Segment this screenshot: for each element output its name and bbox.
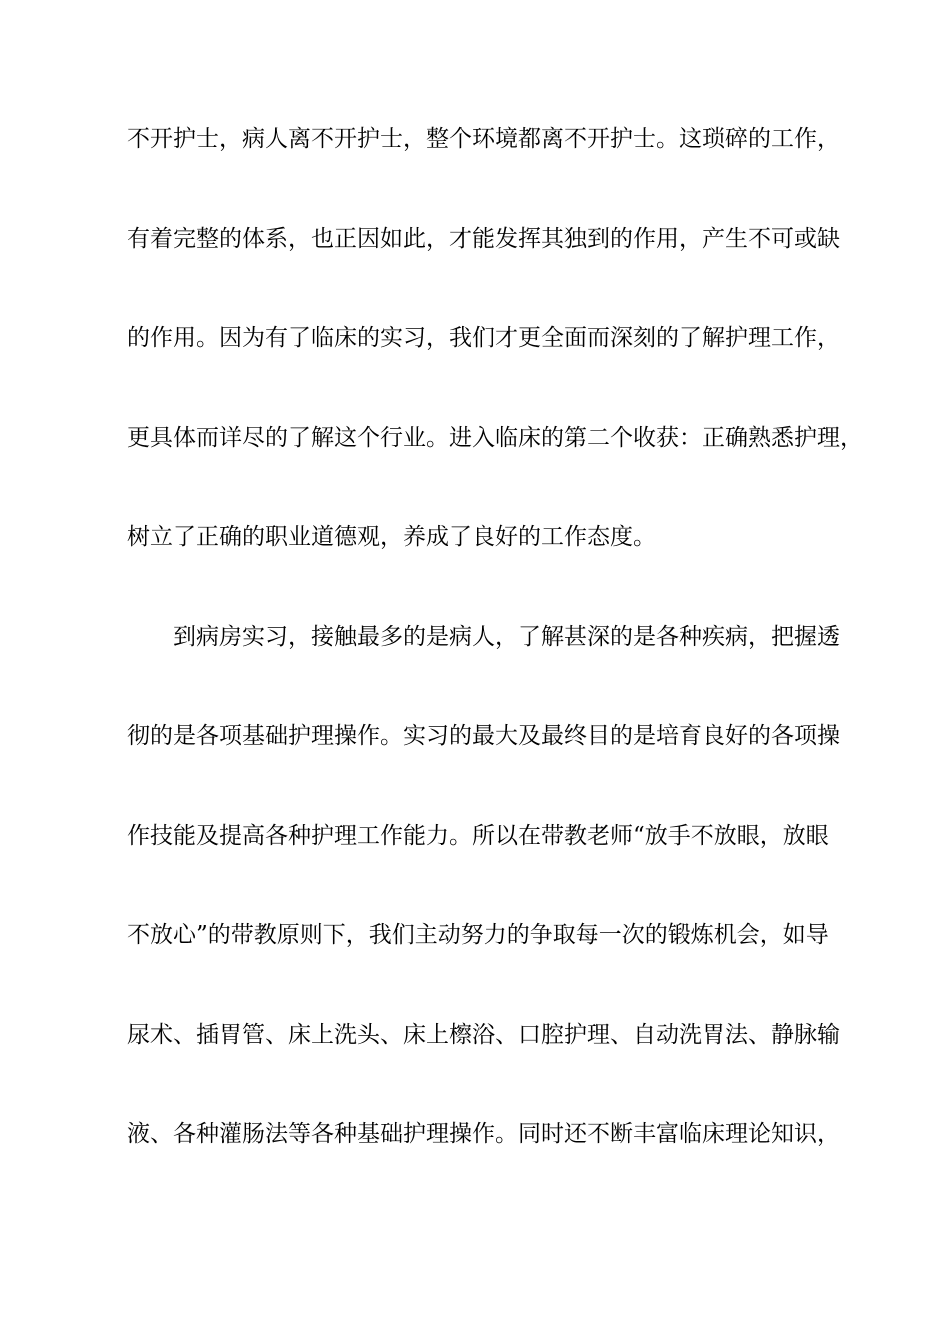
text-line: 不开护士，病人离不开护士，整个环境都离不开护士。这琐碎的工作， — [127, 126, 840, 152]
text-line: 更具体而详尽的了解这个行业。进入临床的第二个收获：正确熟悉护理， — [127, 425, 863, 451]
text-line: 尿术、插胃管、床上洗头、床上檫浴、口腔护理、自动洗胃法、静脉输 — [127, 1022, 840, 1048]
text-line: 树立了正确的职业道德观，养成了良好的工作态度。 — [127, 524, 656, 550]
text-line: 作技能及提高各种护理工作能力。所以在带教老师“放手不放眼，放眼 — [127, 823, 829, 849]
text-line: 彻的是各项基础护理操作。实习的最大及最终目的是培育良好的各项操 — [127, 723, 840, 749]
text-line: 有着完整的体系，也正因如此，才能发挥其独到的作用，产生不可或缺 — [127, 226, 840, 252]
text-line: 不放心”的带教原则下，我们主动努力的争取每一次的锻炼机会，如导 — [127, 922, 829, 948]
text-line: 的作用。因为有了临床的实习，我们才更全面而深刻的了解护理工作， — [127, 325, 840, 351]
text-line: 到病房实习，接触最多的是病人，了解甚深的是各种疾病，把握透 — [127, 624, 840, 650]
text-line: 液、各种灌肠法等各种基础护理操作。同时还不断丰富临床理论知识， — [127, 1121, 840, 1147]
